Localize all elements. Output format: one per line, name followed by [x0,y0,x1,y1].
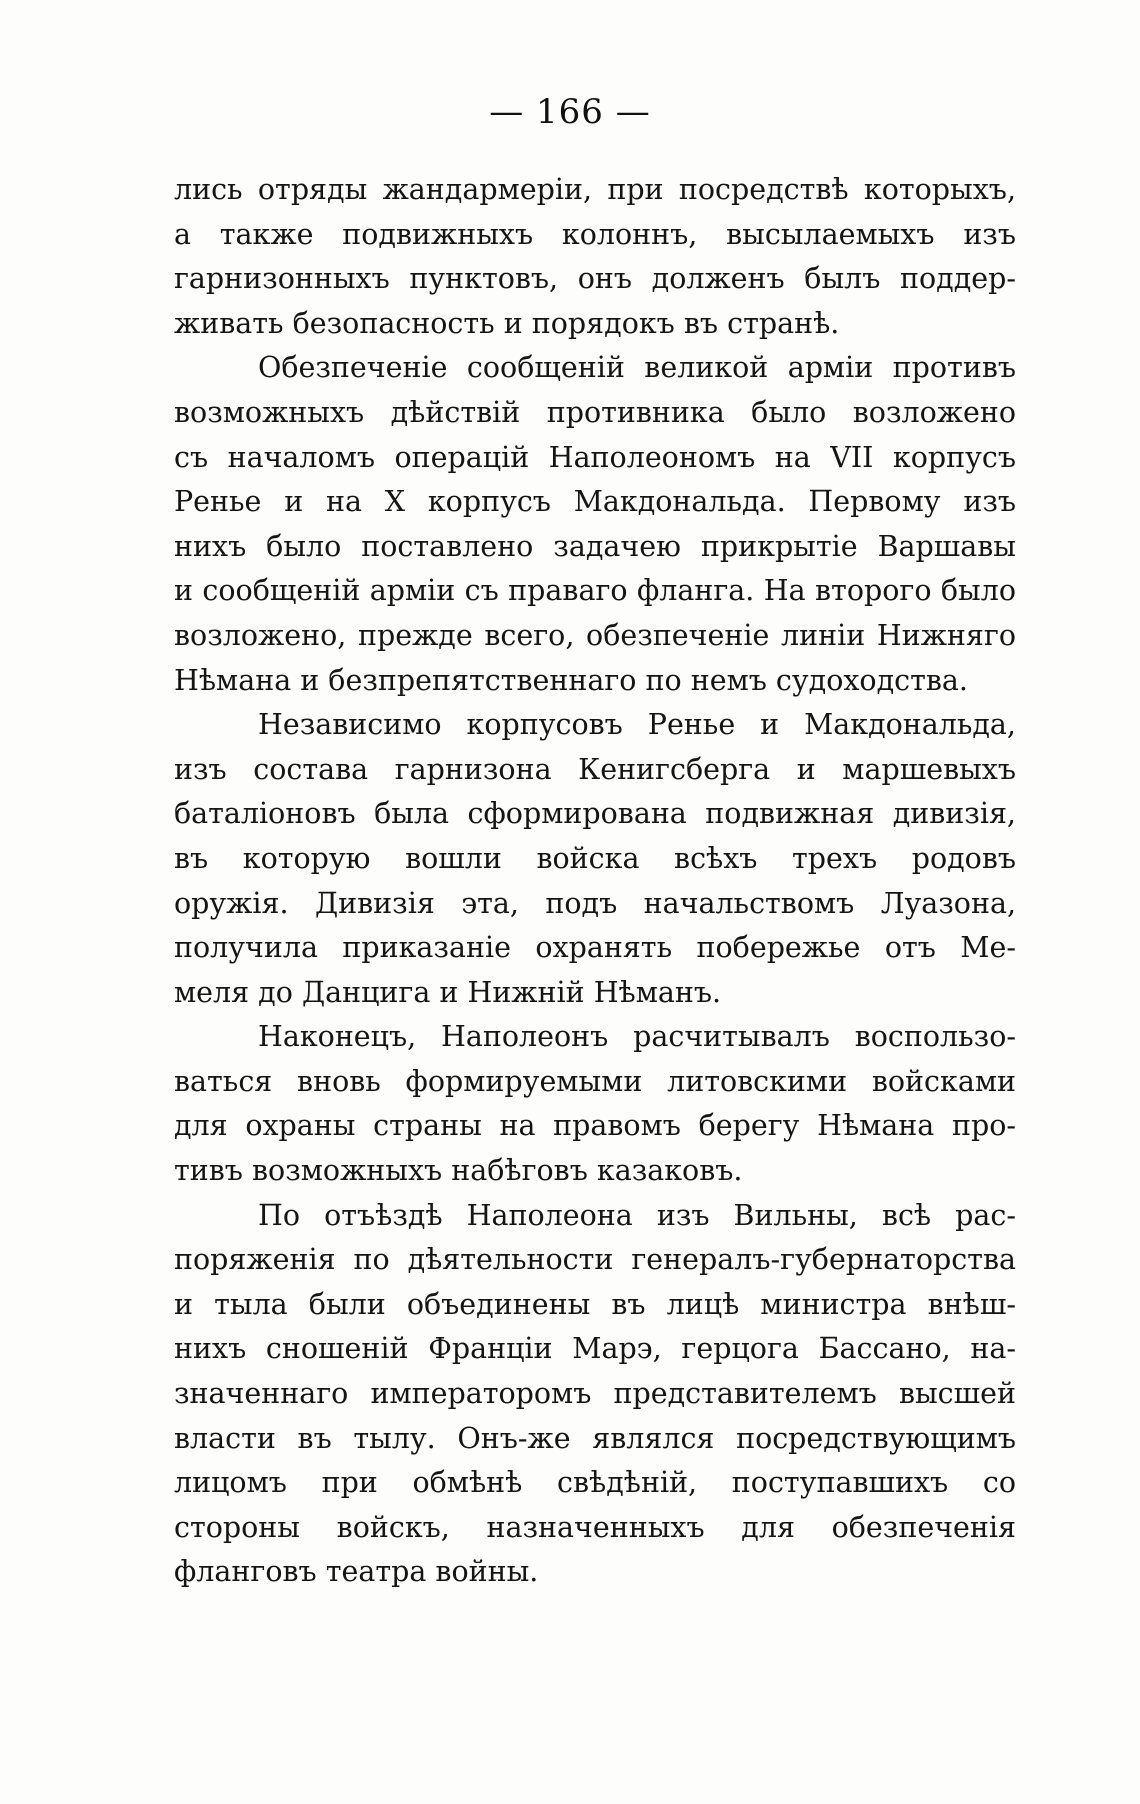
text-line: съ началомъ операцій Наполеономъ на VII корпусъ [174,440,1016,474]
text-line: баталіоновъ была сформирована подвижная дивизія, [174,797,1016,831]
text-line: меля до Данцига и Нижній Нѣманъ. [174,975,722,1009]
text-line: лись отряды жандармеріи, при посредствѣ которыхъ, [174,173,1016,206]
text-line: и тыла были объединены въ лицѣ министра внѣш- [174,1287,1016,1321]
paragraph-1 [174,168,1016,346]
text-line: и сообщеній арміи съ праваго фланга. На второго было [174,574,1016,608]
text-line: лицомъ при обмѣнѣ свѣдѣній, поступавшихъ со [174,1466,1016,1500]
text-line: для охраны страны на правомъ берегу Нѣмана про- [174,1109,1016,1143]
page-number: — 166 — [489,92,651,132]
text-line: изъ состава гарнизона Кенигсберга и маршевыхъ [174,752,1016,786]
text-line: нихъ сношеній Франціи Марэ, герцога Бассано, на- [174,1332,1016,1366]
text-line: въ которую вошли войска всѣхъ трехъ родовъ [174,841,1016,875]
paragraph-3 [174,703,1016,1015]
text-line: значеннаго императоромъ представителемъ высшей [174,1377,1016,1411]
text-line: ваться вновь формируемыми литовскими войсками [174,1064,1016,1098]
text-line: гарнизонныхъ пунктовъ, онъ долженъ былъ поддер- [174,262,1016,296]
text-line: стороны войскъ, назначенныхъ для обезпеченія [174,1510,1016,1544]
text-line: Независимо корпусовъ Ренье и Макдональда, [258,708,1016,742]
text-line: фланговъ театра войны. [174,1555,539,1589]
text-line: живать безопасность и порядокъ въ странѣ. [174,306,840,340]
text-line: а также подвижныхъ колоннъ, высылаемыхъ изъ [174,217,1016,251]
body-text [174,168,1016,1595]
paragraph-2 [174,346,1016,703]
paragraph-4 [174,1015,1016,1193]
text-line: возложено, прежде всего, обезпеченіе линіи Нижняго [174,618,1016,652]
text-line: Обезпеченіе сообщеній великой арміи противъ [258,351,1016,385]
text-line: получила приказаніе охранять побережье отъ Ме- [174,931,1016,965]
text-line: тивъ возможныхъ набѣговъ казаковъ. [174,1154,743,1188]
text-line: Нѣмана и безпрепятственнаго по немъ судоходства. [174,663,968,697]
text-line: поряженія по дѣятельности генералъ-губернаторства [174,1243,1016,1277]
text-line: возможныхъ дѣйствій противника было возложено [174,395,1016,429]
text-line: оружія. Дивизія эта, подъ начальствомъ Луазона, [174,886,1016,920]
paragraph-5 [174,1194,1016,1595]
text-line: Наконецъ, Наполеонъ расчитывалъ воспользо- [258,1020,1016,1054]
text-line: нихъ было поставлено задачею прикрытіе Варшавы [174,529,1016,563]
text-line: власти въ тылу. Онъ-же являлся посредствующимъ [174,1421,1016,1455]
text-line: По отъѣздѣ Наполеона изъ Вильны, всѣ рас- [258,1198,1016,1232]
text-line: Ренье и на X корпусъ Макдональда. Первому изъ [174,485,1016,519]
